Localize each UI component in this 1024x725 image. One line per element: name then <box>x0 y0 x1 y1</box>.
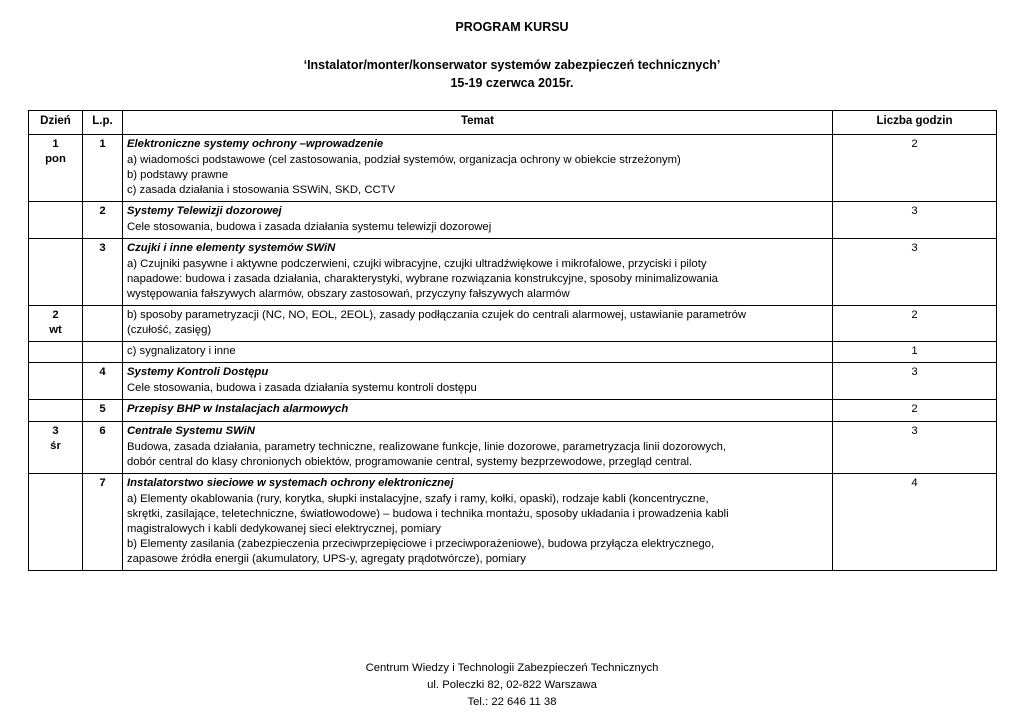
cell-topic <box>123 134 833 201</box>
cell-day <box>29 341 83 362</box>
cell-hours: 2 <box>833 134 997 201</box>
cell-number: 6 <box>83 421 123 473</box>
topic-detail-line: a) wiadomości podstawowe (cel zastosowania, podział systemów, organizacja ochrony w obiekcie strzeżonym) <box>127 153 681 166</box>
cell-hours: 3 <box>833 421 997 473</box>
table-row <box>29 473 997 570</box>
footer-address: ul. Poleczki 82, 02-822 Warszawa <box>427 679 597 692</box>
column-header-hours: Liczba godzin <box>833 111 997 134</box>
table-row <box>29 421 997 473</box>
column-header-no: L.p. <box>83 111 123 134</box>
topic-detail-line: b) podstawy prawne <box>127 168 229 181</box>
cell-day: 2 wt <box>29 305 83 341</box>
cell-number: 7 <box>83 473 123 570</box>
cell-hours: 1 <box>833 341 997 362</box>
subtitle-line-2: 15-19 czerwca 2015r. <box>450 76 574 91</box>
topic-heading: Czujki i inne elementy systemów SWiN <box>127 241 336 254</box>
topic-detail-line: Budowa, zasada działania, parametry techniczne, realizowane funkcje, linie dozorowe, parametryzacja linii dozorowych, <box>127 440 727 453</box>
cell-number: 3 <box>83 238 123 305</box>
cell-hours: 3 <box>833 362 997 399</box>
cell-number: 2 <box>83 201 123 238</box>
topic-detail-line: występowania fałszywych alarmów, obszary zastosowań, przyczyny fałszywych alarmów <box>127 287 570 300</box>
topic-heading: Centrale Systemu SWiN <box>127 424 255 437</box>
topic-detail-line: Cele stosowania, budowa i zasada działania systemu kontroli dostępu <box>127 381 477 394</box>
document-subtitle <box>28 56 996 92</box>
cell-topic <box>123 421 833 473</box>
cell-hours: 2 <box>833 399 997 421</box>
cell-topic <box>123 341 833 362</box>
table-row <box>29 399 997 421</box>
topic-detail-line: dobór central do klasy chronionych obiektów, programowanie central, systemy bezprzewodowe, przegląd central. <box>127 455 693 468</box>
table-row <box>29 238 997 305</box>
topic-heading: Instalatorstwo sieciowe w systemach ochrony elektronicznej <box>127 476 454 489</box>
cell-hours: 3 <box>833 238 997 305</box>
topic-detail-line: skrętki, zasilające, teletechniczne, światłowodowe) – budowa i technika montażu, sposoby układania i prowadzenia kabli <box>127 507 729 520</box>
topic-detail-line: napadowe: budowa i zasada działania, charakterystyki, wybrane rozwiązania konstrukcyjne, sposoby minimalizowania <box>127 272 718 285</box>
cell-topic <box>123 473 833 570</box>
topic-detail-line: c) zasada działania i stosowania SSWiN, SKD, CCTV <box>127 183 396 196</box>
cell-hours: 2 <box>833 305 997 341</box>
cell-topic <box>123 399 833 421</box>
page-title: PROGRAM KURSU <box>455 20 569 34</box>
cell-topic <box>123 305 833 341</box>
cell-topic <box>123 362 833 399</box>
topic-detail-line: a) Czujniki pasywne i aktywne podczerwieni, czujki wibracyjne, czujki ultradźwiękowe i mikrofalowe, przyciski i piloty <box>127 257 707 270</box>
table-row <box>29 134 997 201</box>
table-row <box>29 341 997 362</box>
cell-day <box>29 238 83 305</box>
table-body <box>29 134 997 570</box>
cell-number <box>83 341 123 362</box>
topic-heading: Systemy Telewizji dozorowej <box>127 204 282 217</box>
table-row <box>29 305 997 341</box>
footer-organization: Centrum Wiedzy i Technologii Zabezpieczeń Technicznych <box>365 662 659 675</box>
table-row <box>29 362 997 399</box>
column-header-day: Dzień <box>29 111 83 134</box>
topic-detail-line: Cele stosowania, budowa i zasada działania systemu telewizji dozorowej <box>127 220 492 233</box>
table-row <box>29 201 997 238</box>
cell-day <box>29 201 83 238</box>
topic-heading: Systemy Kontroli Dostępu <box>127 365 269 378</box>
subtitle-line-1: ‘Instalator/monter/konserwator systemów zabezpieczeń technicznych’ <box>303 58 721 72</box>
cell-topic <box>123 238 833 305</box>
course-program-table <box>28 110 997 571</box>
topic-heading: Elektroniczne systemy ochrony –wprowadzenie <box>127 137 384 150</box>
topic-detail-line: b) sposoby parametryzacji (NC, NO, EOL, 2EOL), zasady podłączania czujek do centrali alarmowej, ustawianie parametrów <box>127 308 747 321</box>
cell-day <box>29 399 83 421</box>
cell-topic <box>123 201 833 238</box>
topic-detail-line: (czułość, zasięg) <box>127 323 212 336</box>
page-footer <box>0 660 1024 711</box>
cell-hours: 3 <box>833 201 997 238</box>
topic-detail-line: magistralowych i kabli dedykowanej sieci elektrycznej, pomiary <box>127 522 441 535</box>
topic-detail-line: a) Elementy okablowania (rury, korytka, słupki instalacyjne, szafy i ramy, kołki, opaski), rodzaje kabli (koncentryczne, <box>127 492 709 505</box>
footer-phone: Tel.: 22 646 11 38 <box>467 696 557 709</box>
topic-detail-line: c) sygnalizatory i inne <box>127 344 236 357</box>
cell-day <box>29 362 83 399</box>
column-header-topic: Temat <box>123 111 833 134</box>
cell-number <box>83 305 123 341</box>
topic-detail-line: zapasowe źródła energii (akumulatory, UPS-y, agregaty prądotwórcze), pomiary <box>127 552 526 565</box>
cell-day <box>29 473 83 570</box>
cell-hours: 4 <box>833 473 997 570</box>
cell-number: 5 <box>83 399 123 421</box>
cell-number: 1 <box>83 134 123 201</box>
cell-day: 3 śr <box>29 421 83 473</box>
table-header-row <box>29 111 997 134</box>
topic-heading: Przepisy BHP w Instalacjach alarmowych <box>127 402 349 415</box>
cell-day: 1 pon <box>29 134 83 201</box>
topic-detail-line: b) Elementy zasilania (zabezpieczenia przeciwprzepięciowe i przeciwporażeniowe), budowa przyłącza elektrycznego, <box>127 537 715 550</box>
cell-number: 4 <box>83 362 123 399</box>
